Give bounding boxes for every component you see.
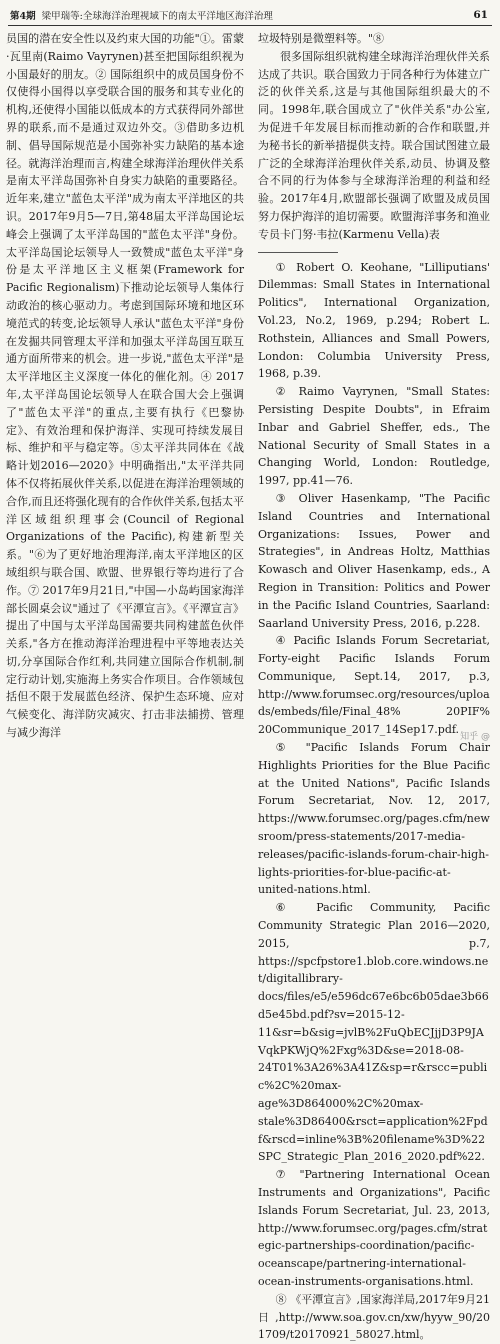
footnote: ④ Pacific Islands Forum Secretariat, Forty-eight Pacific Islands Forum Communique, Sept.14, 2017, p.3, http://www.forumsec.org/resources/uploads/embeds/file/Final_48% 20PIF% 20Communique_2017_14Sep17.pdf. xyxy=(258,634,490,737)
footnote: ⑤ "Pacific Islands Forum Chair Highlights Priorities for the Blue Pacific at the United Nations", Pacific Islands Forum Secretariat, Nov. 12, 2017, https://www.forumsec.org/pages.cfm/newsroom/press-statements/2017-media-releases/pacific-islands-forum-chair-high-lights-priorities-for-blue-pacific-at-united-nations.html. xyxy=(258,741,490,897)
footnote: ⑦ "Partnering International Ocean Instruments and Organizations", Pacific Islands Forum Secretariat, Jul. 23, 2013, http://www.forumsec.org/pages.cfm/strategic-partnerships-coordination/pacific-oceanscape/partnering-international-ocean-instruments-organisations.html. xyxy=(258,1168,490,1288)
running-header xyxy=(10,6,488,24)
running-title: 梁甲瑞等:全球海洋治理视域下的南太平洋地区海洋治理 xyxy=(41,11,273,22)
footnote: ③ Oliver Hasenkamp, "The Pacific Island Countries and International Organizations: Issues, Power and Strategies", in Andreas Holtz, Matthias Kowasch and Oliver Hasenkamp, eds., A Region in Transition: Politics and Power in the Pacific Island Countries, Saarland: Saarland University Press, 2016, p.228. xyxy=(258,491,490,630)
footnotes xyxy=(258,259,490,1344)
issue-number: 第4期 xyxy=(10,11,36,22)
page-number: 61 xyxy=(473,9,488,21)
footnote: ② Raimo Vayrynen, "Small States: Persisting Despite Doubts", in Efraim Inbar and Gabriel Sheffer, eds., The National Security of Small States in a Changing World, London: Routledge, 1997, pp.41—76. xyxy=(258,385,490,488)
footnote: ⑥ Pacific Community, Pacific Community Strategic Plan 2016—2020, 2015, p.7, https://spcfpstore1.blob.core.windows.net/digitallibrary-docs/files/e5/e596dc67e6bc6b05dae3b66d5e45bd.pdf?sv=2015-12-11&sr=b&sig=jvlB%2FuQbECJjjD3P9JAVqkPKWjQ%2Fxg%3D&se=2018-08-24T01%3A26%3A41Z&sp=r&rscc=public%2C%20max-age%3D864000%2C%20max-stale%3D86400&rsct=application%2Fpdf&rscd=inline%3B%20filename%3D%22SPC_Strategic_Plan_2016_2020.pdf%22. xyxy=(258,901,490,1164)
footnote: ① Robert O. Keohane, "Lilliputians' Dilemmas: Small States in International Politics", International Organization, Vol.23, No.2, 1969, p.294; Robert L. Rothstein, Alliances and Small Powers, London: Columbia University Press, 1968, p.39. xyxy=(258,260,490,381)
body-paragraph: 很多国际组织就构建全球海洋治理伙伴关系达成了共识。联合国致力于同各种行为体建立广泛的伙伴关系,这是与其他国际组织最大的不同。1998年,联合国成立了"伙伴关系"办公室,为促进千年发展目标而推动新的合作和联盟,并为秘书长的新举措提供支持。联合国试图建立最广泛的全球海洋治理伙伴关系,动员、协调及整合不同的行为体参与全球海洋治理的利益和经验。2017年4月,欧盟部长强调了欧盟及成员国努力保护海洋的追切需要。欧盟海洋事务和渔业专员卡门努·韦拉(Karmenu Vella)表 xyxy=(258,49,490,241)
left-column xyxy=(6,30,244,744)
watermark: 知乎 @ xyxy=(460,732,490,742)
body-paragraph: 员国的潜在安全性以及约束大国的功能"①。雷蒙·瓦里南(Raimo Vayrynen)甚至把国际组织视为小国最好的朋友。② 国际组织中的成员国身份不仅使得小国得以享受联合国的服务和其专业化的机构,还使得小国能以低成本的方式获得同外部世界的联系,而不是通过双边外交。③借助多边机制、倡导国际规范是小国弥补实力缺陷的基本途径。就海洋治理而言,构建全球海洋治理伙伴关系是南太平洋岛国弥补自身实力缺陷的重要路径。近年来,建立"蓝色太平洋"成为南太平洋地区的共识。2017年9月5—7日,第48届太平洋岛国论坛峰会上强调了太平洋岛国的"蓝色太平洋"身份。太平洋岛国论坛领导人一致赞成"蓝色太平洋"身份是太平洋地区主义框架(Framework for Pacific Regionalism)下推动论坛领导人集体行动政治的核心驱动力。考虑到国际环境和地区环境范式的转变,论坛领导人承认"蓝色太平洋"身份在发掘共同管理太平洋和加强太平洋岛国互联互通方面所带来的机会。进一步说,"蓝色太平洋"是太平洋地区主义深度一体化的催化剂。④ 2017年,太平洋岛国论坛领导人在联合国大会上强调了"蓝色太平洋"的重点,主要有执行《巴黎协定》、有效治理和保护海洋、实现可持续发展目标、维护和平与稳定等。⑤太平洋共同体在《战略计划2016—2020》中明确指出,"太平洋共同体不仅将拓展伙伴关系,以促进在海洋治理领域的合作,而且还将强化现有的合作伙伴关系,包括太平洋区域组织理事会(Council of Regional Organizations of the Pacific),构建新型关系。"⑥为了更好地治理海洋,南太平洋地区的区域组织与联合国、欧盟、世界银行等均进行了合作。⑦ 2017年9月21日,"中国—小岛屿国家海洋部长圆桌会议"通过了《平潭宣言》。《平潭宣言》提出了中国与太平洋岛国需要共同构建蓝色伙伴关系,"各方在推动海洋治理进程中平等地表达关切,分享国际合作红利,共同建立国际合作机制,制定行动计划,实施海上务实合作项目。合作领域包括但不限于发展蓝色经济、保护生态环境、应对气候变化、海洋防灾减灾、打击非法捕捞、管理与减少海洋 xyxy=(6,32,244,740)
footnote: ⑧ 《平潭宣言》,国家海洋局,2017年9月21日,http://www.soa.gov.cn/xw/hyyw_90/201709/t20170921_58027.html。 xyxy=(258,1292,490,1342)
right-column xyxy=(258,30,490,1342)
footnote-rule xyxy=(258,252,338,253)
body-paragraph: 垃圾特别是微塑料等。"⑧ xyxy=(258,32,385,45)
header-rule xyxy=(8,25,492,26)
